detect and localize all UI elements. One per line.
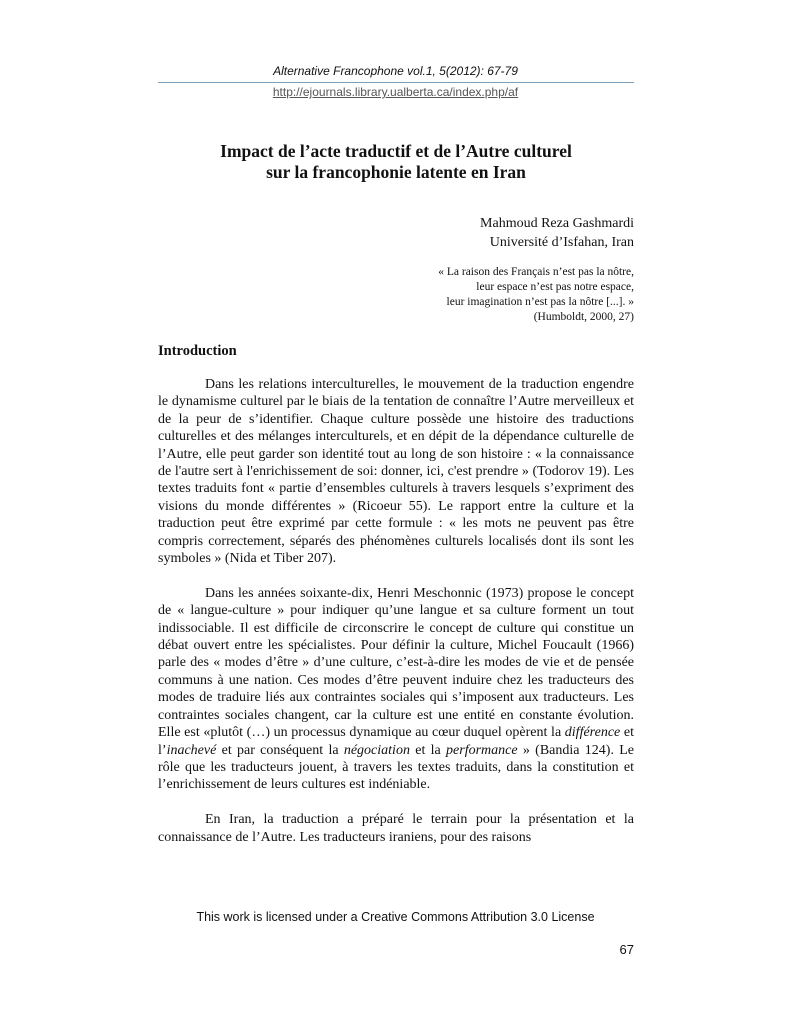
journal-citation: Alternative Francophone vol.1, 5(2012): 67-79 <box>273 64 518 78</box>
journal-url-link[interactable]: http://ejournals.library.ualberta.ca/index.php/af <box>272 85 519 99</box>
epigraph-line-3: leur imagination n’est pas la nôtre [...]. » <box>446 296 634 308</box>
emphasis-negociation: négociation <box>343 742 410 758</box>
paragraph-2-part-b: et l’ <box>158 725 634 758</box>
emphasis-inacheve: inachevé <box>166 742 217 758</box>
epigraph-line-2: leur espace n’est pas notre espace, <box>476 281 634 293</box>
epigraph-line-1: « La raison des Français n’est pas la nôtre, <box>438 266 634 278</box>
page-number: 67 <box>619 942 634 957</box>
epigraph-source: (Humboldt, 2000, 27) <box>533 311 634 323</box>
paragraph-1: Dans les relations interculturelles, le mouvement de la traduction engendre le dynamisme culturel par le biais de la tentation de connaître l’Autre merveilleux et de la peur de s’identifier. Chaque culture possède une histoire des traductions culturelles et des mélanges interculturels, et en dépit de la dépendance culturelle de l’Autre, elle peut garder son identité tout au long de son histoire : « la connaissance de l'autre sert à l'enrichissement de soi: donner, ici, c'est prendre » (Todorov 19). Les textes traduits font « partie d’ensembles culturels à travers lesquels s’expriment des visions du monde différentes » (Ricoeur 55). Le rapport entre la culture et la traduction peut être exprimé par cette formule : « les mots ne peuvent pas être compris correctement, séparés des phénomènes culturels localisés dont ils sont les symboles » (Nida et Tiber 207). <box>158 377 634 567</box>
author-name: Mahmoud Reza Gashmardi <box>480 216 634 231</box>
paragraph-3: En Iran, la traduction a préparé le terrain pour la présentation et la connaissance de l’Autre. Les traducteurs iraniens, pour des raisons <box>158 812 634 845</box>
license-notice: This work is licensed under a Creative Commons Attribution 3.0 License <box>196 910 595 924</box>
epigraph <box>438 265 634 325</box>
paragraph-2-part-d: et la <box>409 742 447 758</box>
emphasis-difference: différence <box>564 725 621 741</box>
title-line-2: sur la francophonie latente en Iran <box>266 162 526 182</box>
section-heading: Introduction <box>158 343 237 359</box>
paragraph-2 <box>158 585 634 794</box>
header-rule <box>158 82 634 83</box>
paragraph-2-part-e: » (Bandia 124). Le rôle que les traducteurs jouent, à travers les textes traduits, dans la constitution et l’enrichissement de leurs cultures est indéniable. <box>158 742 635 793</box>
title-line-1: Impact de l’acte traductif et de l’Autre culturel <box>220 141 572 161</box>
emphasis-performance: performance <box>446 742 518 758</box>
article-title <box>158 141 634 183</box>
author-affiliation: Université d’Isfahan, Iran <box>489 235 634 250</box>
paragraph-2-part-a: Dans les années soixante-dix, Henri Meschonnic (1973) propose le concept de « langue-culture » pour indiquer qu’une langue et sa culture forment un tout indissociable. Il est difficile de circonscrire le concept de culture qui constitue un débat ouvert entre les spécialistes. Pour définir la culture, Michel Foucault (1966) parle des « modes d’être » d’une culture, c’est-à-dire les modes de vie et de pensée communs à une nation. Ces modes d’être peuvent induire chez les traducteurs des modes de traduire liés aux contraintes sociales qui s’imposent aux traducteurs. Les contraintes sociales changent, car la culture est une entité en constante évolution. Elle est «plutôt (…) un processus dynamique au cœur duquel opèrent la <box>158 585 634 741</box>
paragraph-2-part-c: et par conséquent la <box>216 742 344 758</box>
body-text <box>158 376 634 863</box>
author-block <box>480 214 634 252</box>
